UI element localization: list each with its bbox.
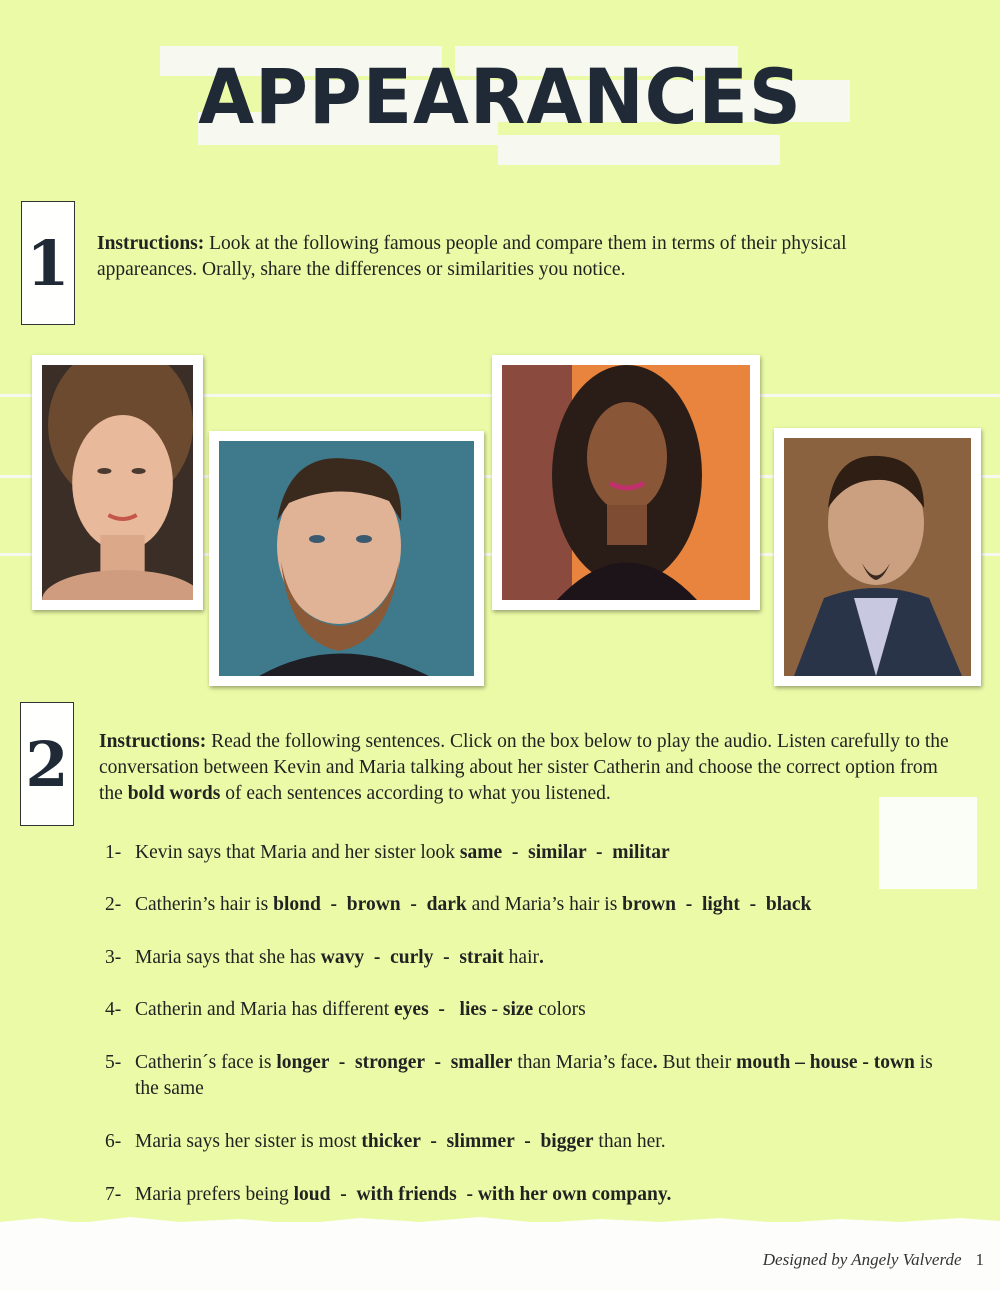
question-fragment: than her. (593, 1131, 666, 1152)
question-fragment: Catherin’s hair is (135, 894, 274, 915)
answer-options: same - similar - militar (459, 842, 670, 863)
page-number: 1 (975, 1250, 984, 1269)
section-2-label: Instructions: (99, 731, 207, 752)
section-2-number: 2 (20, 702, 74, 826)
answer-options: blond - brown - dark (273, 894, 467, 915)
question-fragment: than Maria’s face (512, 1052, 653, 1073)
question-text (135, 997, 945, 1023)
photo-woman-2 (492, 355, 760, 610)
question-text (135, 945, 945, 971)
question-fragment: colors (533, 999, 586, 1020)
photo-man-1 (209, 431, 484, 686)
section-1-instructions (97, 231, 937, 283)
question-fragment: is the same (135, 1052, 938, 1099)
section-2-bold-words: bold words (127, 783, 221, 804)
section-2-instructions (99, 729, 959, 807)
answer-options: wavy - curly - strait (320, 947, 504, 968)
question-text (135, 892, 945, 918)
question-fragment: and Maria’s hair is (466, 894, 623, 915)
question-number: 6- (105, 1131, 122, 1152)
question-text (135, 1129, 945, 1155)
page-title: APPEARANCES (198, 52, 802, 141)
section-2-text-after: of each sentences according to what you listened. (220, 783, 611, 804)
question-number: 3- (105, 947, 122, 968)
question-number: 1- (105, 842, 122, 863)
question-fragment: hair (503, 947, 539, 968)
question-number: 2- (105, 894, 122, 915)
question-text (135, 1182, 945, 1208)
designer-credit: Designed by Angely Valverde (762, 1250, 962, 1269)
question-fragment: Catherin´s face is (135, 1052, 277, 1073)
question-number: 7- (105, 1184, 122, 1205)
section-1-label: Instructions: (97, 233, 205, 254)
question-fragment: Kevin says that Maria and her sister look (135, 842, 460, 863)
question-number: 5- (105, 1052, 122, 1073)
question-number: 4- (105, 999, 122, 1020)
torn-paper-edge (0, 1210, 1000, 1230)
photo-woman-1 (32, 355, 203, 610)
answer-options: brown - light - black (622, 894, 812, 915)
answer-options: thicker - slimmer - bigger (361, 1131, 594, 1152)
answer-options: loud - with friends - with her own company. (293, 1184, 672, 1205)
answer-options: longer - stronger - smaller (276, 1052, 513, 1073)
question-fragment: - (486, 999, 503, 1020)
answer-options: size (502, 999, 534, 1020)
photo-man-2 (774, 428, 981, 686)
question-text (135, 840, 945, 866)
question-fragment: Maria says that she has (135, 947, 321, 968)
answer-options: mouth – house - town (736, 1052, 915, 1073)
answer-options: . (539, 947, 544, 968)
question-fragment: Maria says her sister is most (135, 1131, 362, 1152)
question-fragment: Catherin and Maria has different (135, 999, 395, 1020)
section-1-text: Look at the following famous people and compare them in terms of their physical appareances. Orally, share the differences or similarities you notice. (97, 233, 847, 280)
question-text (135, 1050, 945, 1102)
question-fragment: But their (657, 1052, 737, 1073)
question-fragment: Maria prefers being (135, 1184, 294, 1205)
section-2-text-before: Read the following sentences. Click on the box below to play the audio. Listen carefully to the conversation between Kevin and Maria talking about her sister Catherin and choose the correct option from the (99, 731, 949, 804)
footer (763, 1250, 984, 1270)
answer-options: eyes - lies (394, 999, 487, 1020)
answer-options: . (652, 1052, 658, 1073)
section-1-number: 1 (21, 201, 75, 325)
